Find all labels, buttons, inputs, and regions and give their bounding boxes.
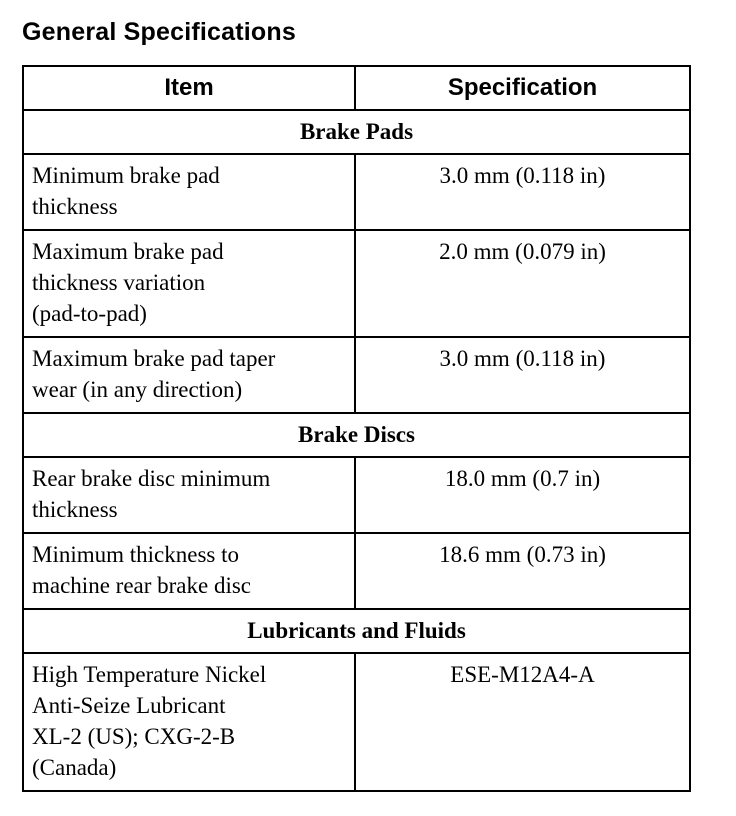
item-cell [23, 457, 355, 533]
item-text-line: Rear brake disc minimum [32, 466, 271, 491]
item-cell [23, 154, 355, 230]
item-cell [23, 337, 355, 413]
item-text-line: High Temperature Nickel [32, 662, 267, 687]
item-text-line: XL-2 (US); CXG-2-B [32, 724, 236, 749]
item-text-line: Minimum brake pad [32, 163, 220, 188]
header-row [23, 66, 690, 110]
spec-cell: 2.0 mm (0.079 in) [355, 230, 690, 337]
item-text-line: thickness variation [32, 270, 206, 295]
spec-cell: 3.0 mm (0.118 in) [355, 154, 690, 230]
table-row [23, 337, 690, 413]
column-header-specification: Specification [355, 66, 690, 110]
table-row [23, 533, 690, 609]
section-row-brake-discs [23, 413, 690, 457]
item-cell [23, 230, 355, 337]
section-title: Brake Pads [23, 110, 690, 154]
section-row-brake-pads [23, 110, 690, 154]
page-title: General Specifications [22, 18, 296, 46]
table-row [23, 230, 690, 337]
section-title: Brake Discs [23, 413, 690, 457]
item-text-line: Anti-Seize Lubricant [32, 693, 226, 718]
section-title: Lubricants and Fluids [23, 609, 690, 653]
section-row-lubricants-and-fluids [23, 609, 690, 653]
item-text-line: wear (in any direction) [32, 377, 243, 402]
specifications-table [22, 65, 691, 792]
spec-cell: 18.0 mm (0.7 in) [355, 457, 690, 533]
column-header-item: Item [23, 66, 355, 110]
item-text-line: Maximum brake pad taper [32, 346, 276, 371]
item-text-line: Minimum thickness to [32, 542, 239, 567]
item-text-line: (Canada) [32, 755, 117, 780]
item-text-line: thickness [32, 194, 118, 219]
table-row [23, 154, 690, 230]
item-cell [23, 533, 355, 609]
table-row [23, 653, 690, 791]
spec-cell: ESE-M12A4-A [355, 653, 690, 791]
item-cell [23, 653, 355, 791]
table-row [23, 457, 690, 533]
spec-cell: 3.0 mm (0.118 in) [355, 337, 690, 413]
item-text-line: Maximum brake pad [32, 239, 224, 264]
item-text-line: (pad-to-pad) [32, 301, 147, 326]
spec-cell: 18.6 mm (0.73 in) [355, 533, 690, 609]
item-text-line: thickness [32, 497, 118, 522]
item-text-line: machine rear brake disc [32, 573, 252, 598]
